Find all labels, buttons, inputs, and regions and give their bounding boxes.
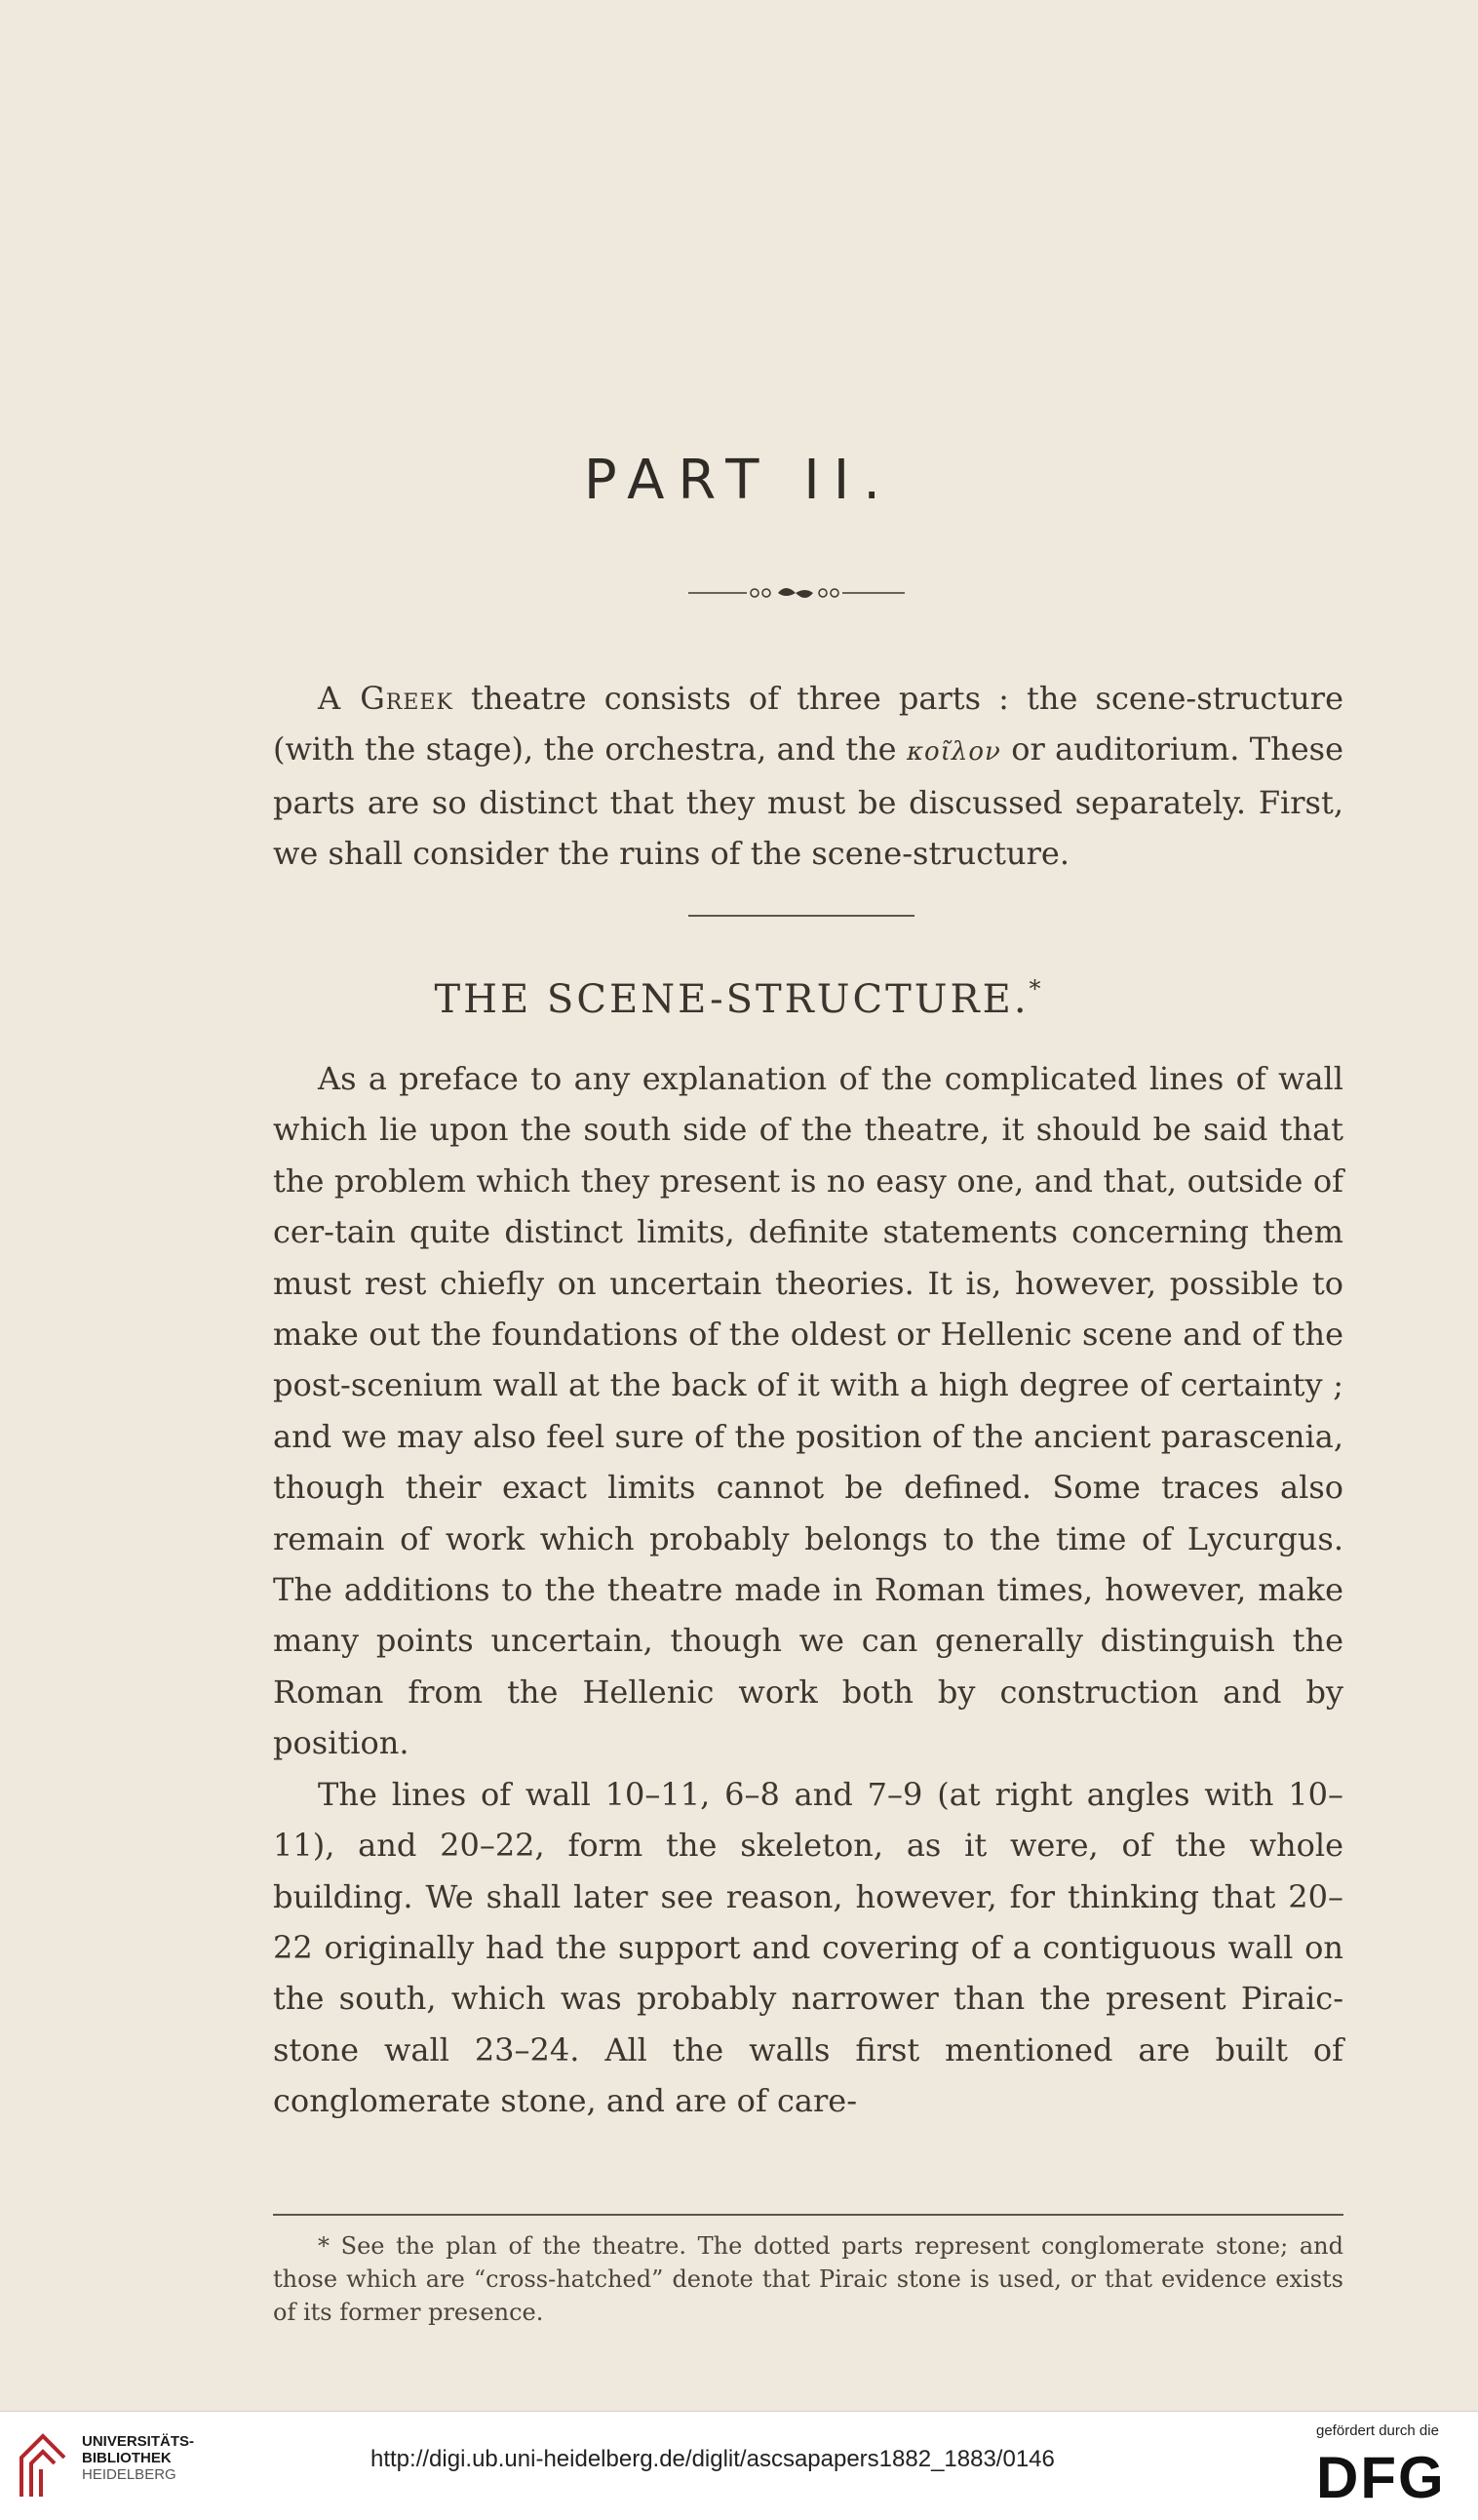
- intro-lead-caps: A Greek: [318, 680, 453, 717]
- library-line-2: BIBLIOTHEK: [82, 2450, 172, 2466]
- paragraph-1: As a preface to any explanation of the complicated lines of wall which lie upon the south side of the theatre, it should be said that the problem which they present is no easy one, and that, outside of cer-tain quite distinct limits, definite statements concerning them must rest chiefly on uncertain theories. It is, however, possible to make out the foundations of the oldest or Hellenic scene and of the post-scenium wall at the back of it with a high degree of certainty ; and we may also feel sure of the position of the ancient parascenia, though their exact limits cannot be defined. Some traces also remain of work which probably belongs to the time of Lycurgus. The additions to the theatre made in Roman times, however, make many points uncertain, though we can generally distinguish the Roman from the Hellenic work both by construction and by position.: [273, 1060, 1343, 1762]
- footnote: * See the plan of the theatre. The dotted parts represent conglomerate stone; and those which are “cross-hatched” denote that Piraic stone is used, or that evidence exists of its former presence.: [273, 2232, 1343, 2326]
- paragraph-2: The lines of wall 10–11, 6–8 and 7–9 (at right angles with 10–11), and 20–22, form the skeleton, as it were, of the whole building. We shall later see reason, however, for thinking that 20–22 originally had the support and covering of a contiguous wall on the south, which was probably narrower than the present Piraic-stone wall 23–24. All the walls first mentioned are built of conglomerate stone, and are of care-: [273, 1775, 1343, 2120]
- intro-text-a: theatre consists of three parts : the scene-structure (with the stage), the orchestra, and the: [273, 680, 1344, 768]
- dfg-logo: DFG: [1316, 2445, 1446, 2510]
- funding-note: gefördert durch die: [1316, 2422, 1439, 2439]
- intro-text-b: or auditorium. These parts are so distinct that they must be discussed separately. First, we shall consider the ruins of the scene-structure.: [273, 730, 1344, 872]
- section-title: [0, 975, 1478, 1022]
- footnote-rule: [273, 2214, 1343, 2216]
- library-logo-icon: [14, 2428, 72, 2499]
- ornament-divider: [688, 581, 905, 605]
- library-name: [82, 2433, 194, 2483]
- section-divider: [688, 915, 914, 917]
- body-text: [273, 1053, 1343, 2127]
- footnote-marker: *: [1029, 975, 1044, 1003]
- permalink-url[interactable]: http://digi.ub.uni-heidelberg.de/diglit/ascsapapers1882_1883/0146: [370, 2446, 1055, 2472]
- greek-word: κοῖλον: [907, 737, 1001, 767]
- section-title-text: THE SCENE-STRUCTURE.: [434, 977, 1030, 1022]
- library-line-1: UNIVERSITÄTS-: [82, 2433, 195, 2450]
- part-heading: PART II.: [583, 449, 895, 512]
- intro-paragraph: [273, 673, 1343, 879]
- library-line-3: HEIDELBERG: [82, 2466, 176, 2483]
